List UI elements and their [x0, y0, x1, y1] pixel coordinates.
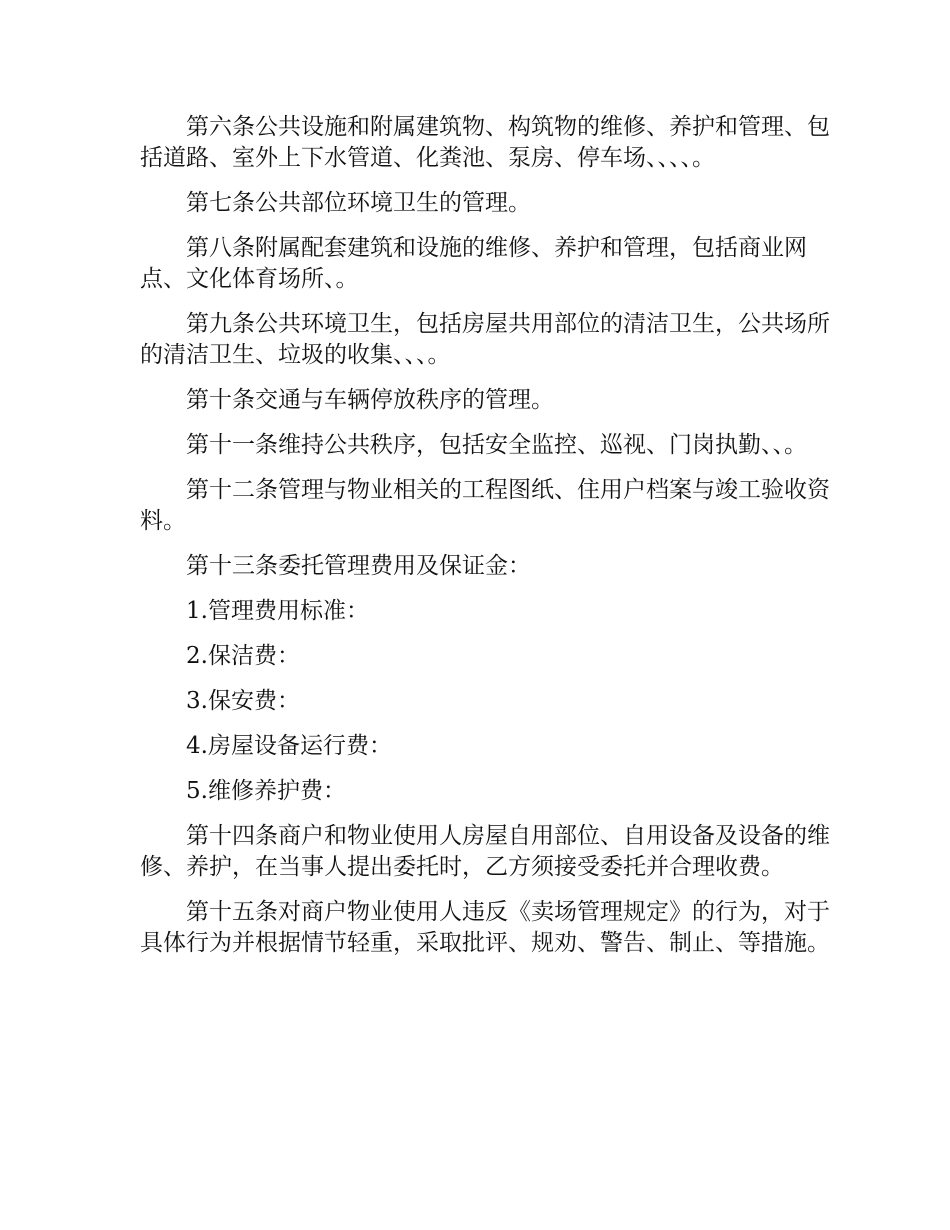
document-page	[140, 112, 830, 973]
article-8: 第八条附属配套建筑和设施的维修、养护和管理，包括商业网点、文化体育场所、。	[140, 235, 807, 292]
article-15: 第十五条对商户物业使用人违反《卖场管理规定》的行为，对于具体行为并根据情节轻重，采取批评、规劝、警告、制止、等措施。	[140, 899, 830, 956]
fee-item-cleaning: 2.保洁费：	[186, 643, 300, 669]
fee-item-security: 3.保安费：	[186, 688, 300, 714]
article-10: 第十条交通与车辆停放秩序的管理。	[186, 387, 554, 413]
article-14: 第十四条商户和物业使用人房屋自用部位、自用设备及设备的维修、养护，在当事人提出委托时，乙方须接受委托并合理收费。	[140, 823, 830, 880]
article-9: 第九条公共环境卫生，包括房屋共用部位的清洁卫生，公共场所的清洁卫生、垃圾的收集、、、。	[140, 311, 830, 368]
article-7: 第七条公共部位环境卫生的管理。	[186, 190, 531, 216]
article-6: 第六条公共设施和附属建筑物、构筑物的维修、养护和管理、包括道路、室外上下水管道、化粪池、泵房、停车场、、、、。	[140, 114, 830, 171]
fee-item-maintenance: 5.维修养护费：	[186, 778, 346, 804]
fee-item-equipment: 4.房屋设备运行费：	[186, 733, 392, 759]
fee-item-management: 1.管理费用标准：	[186, 598, 369, 624]
article-11: 第十一条维持公共秩序，包括安全监控、巡视、门岗执勤、、。	[186, 432, 807, 458]
article-12: 第十二条管理与物业相关的工程图纸、住用户档案与竣工验收资料。	[140, 477, 830, 534]
article-13: 第十三条委托管理费用及保证金：	[186, 553, 531, 579]
